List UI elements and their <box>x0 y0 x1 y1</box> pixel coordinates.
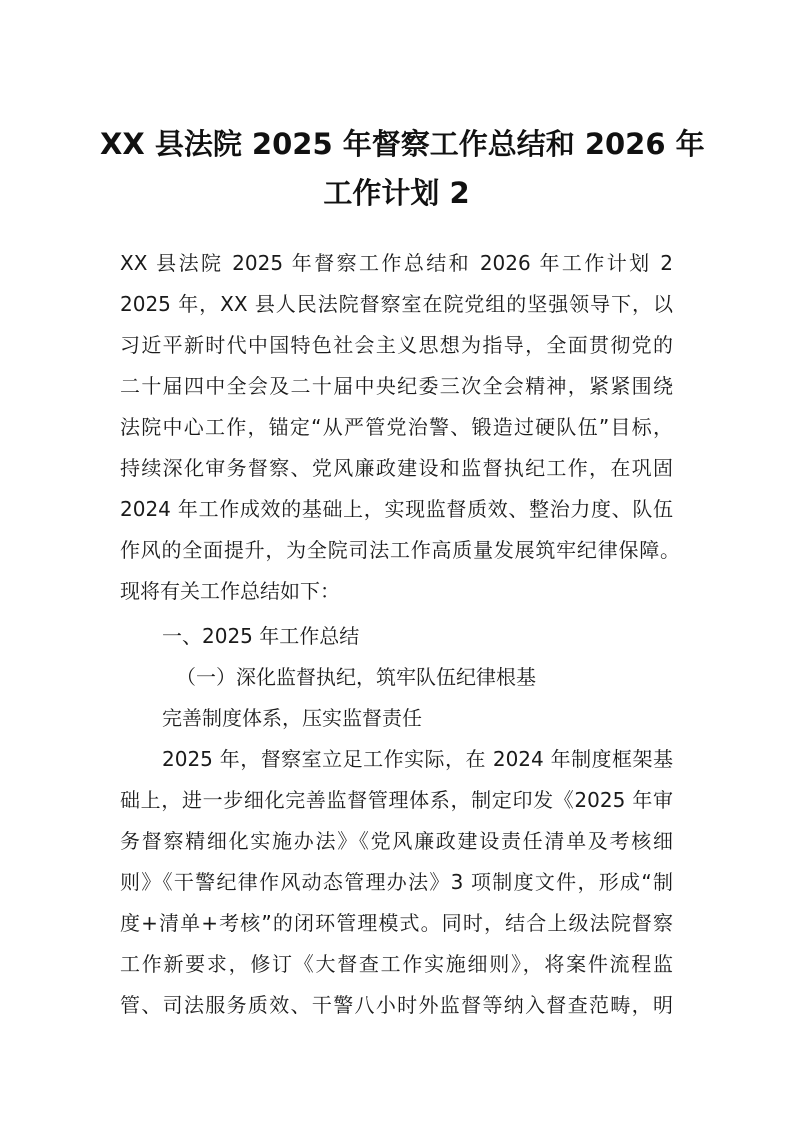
subsection-heading: （一）深化监督执纪，筑牢队伍纪律根基 <box>176 665 536 689</box>
document-title-line-1: XX 县法院 2025 年督察工作总结和 2026 年 <box>100 127 705 161</box>
paragraph-line: 则》《干警纪律作风动态管理办法》3 项制度文件，形成“制 <box>120 870 673 894</box>
paragraph-line: 2025 年，XX 县人民法院督察室在院党组的坚强领导下，以 <box>120 292 673 316</box>
section-heading: 一、2025 年工作总结 <box>162 624 360 648</box>
paragraph-line: 2025 年，督察室立足工作实际，在 2024 年制度框架基 <box>162 747 673 771</box>
paragraph-line: 工作新要求，修订《大督查工作实施细则》，将案件流程监 <box>120 952 673 976</box>
document-title-line-2: 工作计划 2 <box>323 176 470 210</box>
paragraph-line: 务督察精细化实施办法》《党风廉政建设责任清单及考核细 <box>120 829 673 853</box>
paragraph-line: 管、司法服务质效、干警八小时外监督等纳入督查范畴，明 <box>120 993 673 1017</box>
paragraph-line: 二十届四中全会及二十届中央纪委三次全会精神，紧紧围绕 <box>120 374 673 398</box>
paragraph-line: 现将有关工作总结如下： <box>120 579 340 603</box>
paragraph-line: 度+清单+考核”的闭环管理模式。同时，结合上级法院督察 <box>120 911 673 935</box>
paragraph-line: 持续深化审务督察、党风廉政建设和监督执纪工作，在巩固 <box>120 456 673 480</box>
paragraph-line: 作风的全面提升，为全院司法工作高质量发展筑牢纪律保障。 <box>120 538 680 562</box>
subsection-subheading: 完善制度体系，压实监督责任 <box>162 706 422 730</box>
paragraph-line: 础上，进一步细化完善监督管理体系，制定印发《2025 年审 <box>120 788 673 812</box>
paragraph-line: 法院中心工作，锚定“从严管党治警、锻造过硬队伍”目标， <box>120 415 673 439</box>
paragraph-line: XX 县法院 2025 年督察工作总结和 2026 年工作计划 2 <box>120 251 673 275</box>
paragraph-line: 2024 年工作成效的基础上，实现监督质效、整治力度、队伍 <box>120 497 673 521</box>
paragraph-line: 习近平新时代中国特色社会主义思想为指导，全面贯彻党的 <box>120 333 673 357</box>
